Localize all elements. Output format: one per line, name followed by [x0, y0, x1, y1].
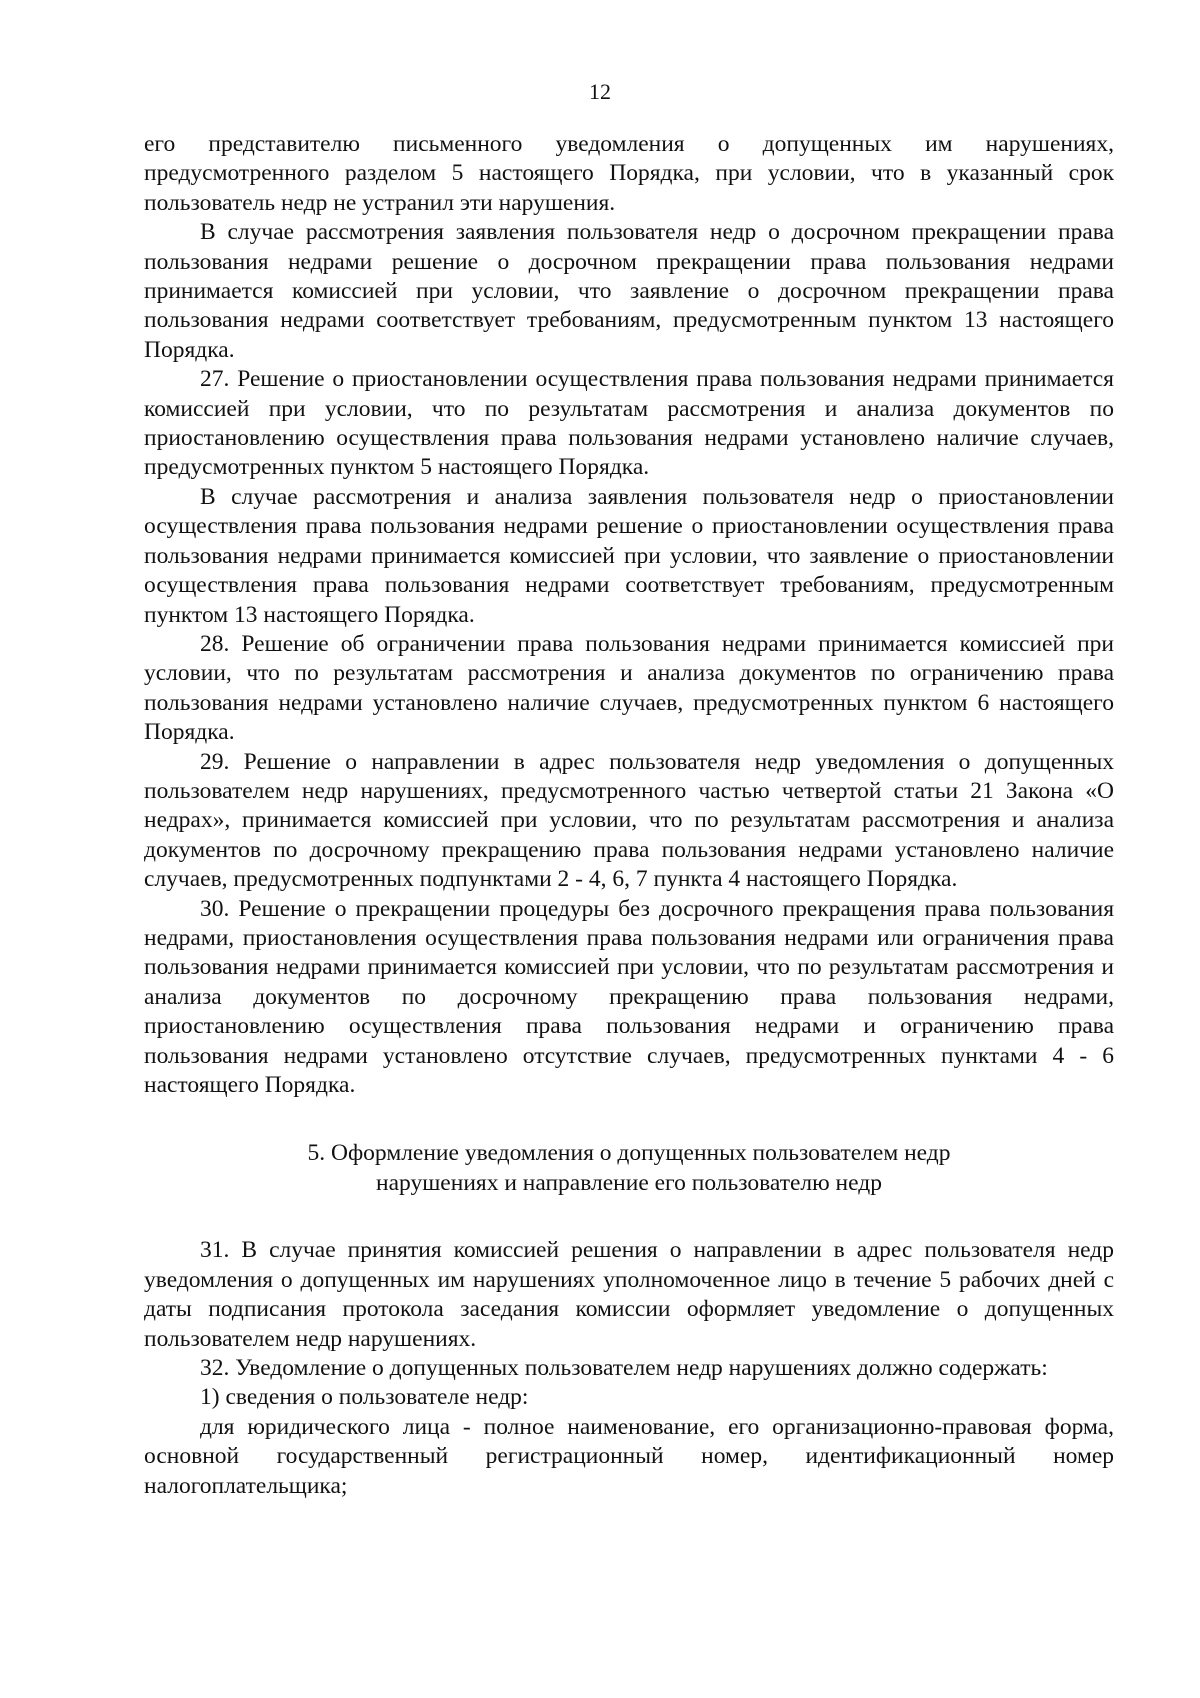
paragraph-31: 31. В случае принятия комиссией решения о направлении в адрес пользователя недр уведомления о допущенных им нарушениях уполномоченное лицо в течение 5 рабочих дней с даты подписания протокола заседания комиссии оформляет уведомление о допущенных пользователем недр нарушениях.: [144, 1237, 1114, 1352]
paragraph-continuation: его представителю письменного уведомления о допущенных им нарушениях, предусмотренного разделом 5 настоящего Порядка, при условии, что в указанный срок пользователь недр не устранил эти нарушения.: [144, 131, 1114, 216]
section-heading-line-2: нарушениях и направление его пользователю недр: [376, 1170, 882, 1197]
document-body: [144, 130, 1114, 1501]
section-heading-line-1: 5. Оформление уведомления о допущенных пользователем недр: [307, 1140, 951, 1167]
paragraph-27: 27. Решение о приостановлении осуществления права пользования недрами принимается комиссией при условии, что по результатам рассмотрения и анализа документов по приостановлению осуществления права пользования недрами установлено наличие случаев, предусмотренных пунктом 5 настоящего Порядка.: [144, 366, 1114, 481]
paragraph-27-suspension-application: В случае рассмотрения и анализа заявления пользователя недр о приостановлении осуществления права пользования недрами решение о приостановлении осуществления права пользования недрами принимается комиссией при условии, что заявление о приостановлении осуществления права пользования недрами соответствует требованиям, предусмотренным пунктом 13 настоящего Порядка.: [144, 483, 1114, 628]
paragraph-32: 32. Уведомление о допущенных пользователем недр нарушениях должно содержать:: [200, 1355, 1048, 1382]
section-heading: [144, 1138, 1114, 1198]
paragraph-30: 30. Решение о прекращении процедуры без досрочного прекращения права пользования недрами, приостановления осуществления права пользования недрами или ограничения права пользования недрами принимается комиссией при условии, что по результатам рассмотрения и анализа документов по досрочному прекращению права пользования недрами, приостановлению осуществления права пользования недрами и ограничению права пользования недрами установлено отсутствие случаев, предусмотренных пунктами 4 - 6 настоящего Порядка.: [144, 895, 1114, 1098]
paragraph-29: 29. Решение о направлении в адрес пользователя недр уведомления о допущенных пользователем недр нарушениях, предусмотренного частью четвертой статьи 21 Закона «О недрах», принимается комиссией при условии, что по результатам рассмотрения и анализа документов по досрочному прекращению права пользования недрами установлено наличие случаев, предусмотренных подпунктами 2 - 4, 6, 7 пункта 4 настоящего Порядка.: [144, 748, 1114, 893]
list-item-1: 1) сведения о пользователе недр:: [200, 1384, 529, 1411]
list-item-legal-entity: для юридического лица - полное наименование, его организационно-правовая форма, основной государственный регистрационный номер, идентификационный номер налогоплательщика;: [144, 1413, 1114, 1499]
paragraph-28: 28. Решение об ограничении права пользования недрами принимается комиссией при условии, что по результатам рассмотрения и анализа документов по ограничению права пользования недрами установлено наличие случаев, предусмотренных пунктом 6 настоящего Порядка.: [144, 630, 1114, 746]
paragraph-26-early-termination: В случае рассмотрения заявления пользователя недр о досрочном прекращении права пользования недрами решение о досрочном прекращении права пользования недрами принимается комиссией при условии, что заявление о досрочном прекращении права пользования недрами соответствует требованиям, предусмотренным пунктом 13 настоящего Порядка.: [144, 219, 1114, 363]
page-number: 12: [589, 79, 611, 104]
